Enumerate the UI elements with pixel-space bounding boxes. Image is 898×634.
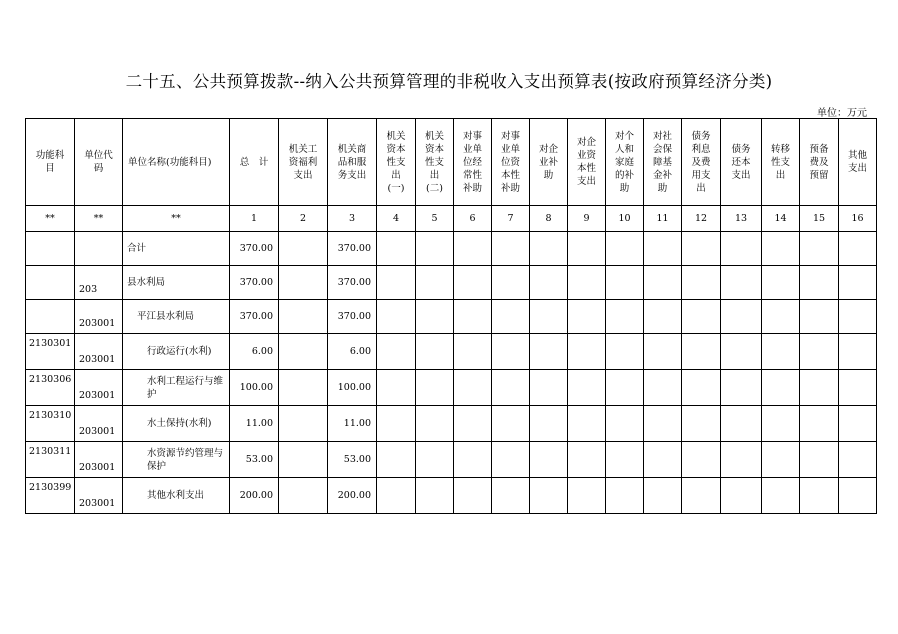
- header-text: 机关工: [288, 143, 318, 155]
- header-cell: [568, 119, 606, 206]
- empty-cell: [454, 406, 492, 442]
- empty-cell: [682, 442, 721, 478]
- index-cell: 10: [606, 206, 644, 232]
- index-cell: 7: [492, 206, 530, 232]
- header-text: 常性: [462, 169, 482, 181]
- header-cell: [454, 119, 492, 206]
- header-cell: [839, 119, 877, 206]
- empty-cell: [454, 442, 492, 478]
- total-cell: 200.00: [230, 478, 279, 514]
- header-text: 补助: [462, 182, 482, 194]
- header-text: 务支出: [337, 169, 367, 181]
- table-row: [26, 406, 877, 442]
- index-cell: 1: [230, 206, 279, 232]
- empty-cell: [839, 266, 877, 300]
- empty-cell: [800, 300, 839, 334]
- header-row: [26, 119, 877, 206]
- header-text: 机关商: [337, 143, 367, 155]
- empty-cell: [377, 442, 416, 478]
- header-text: 性支: [386, 156, 406, 168]
- unit-code-cell: 203001: [75, 370, 123, 406]
- empty-cell: [492, 232, 530, 266]
- header-text: 支出: [293, 169, 313, 181]
- unit-label: 单位：万元: [817, 108, 867, 119]
- unit-name-cell: 水土保持(水利): [123, 406, 230, 442]
- header-text: 支出: [847, 163, 867, 174]
- header-text: 债务: [691, 130, 711, 142]
- goods-services-cell: 11.00: [328, 406, 377, 442]
- header-text: 还本: [731, 156, 751, 168]
- header-text: 单位名称(功能科目): [128, 156, 212, 168]
- header-text: 支出: [731, 169, 751, 181]
- wages-cell: [279, 232, 328, 266]
- empty-cell: [492, 300, 530, 334]
- empty-cell: [530, 442, 568, 478]
- empty-cell: [530, 334, 568, 370]
- header-cell: [721, 119, 762, 206]
- header-text: 助: [657, 182, 668, 194]
- index-cell: **: [75, 206, 123, 232]
- empty-cell: [377, 406, 416, 442]
- empty-cell: [416, 478, 454, 514]
- index-cell: 16: [839, 206, 877, 232]
- header-text: 业资: [576, 150, 596, 161]
- header-text: 预留: [809, 169, 829, 181]
- wages-cell: [279, 478, 328, 514]
- index-cell: 3: [328, 206, 377, 232]
- empty-cell: [454, 300, 492, 334]
- goods-services-cell: 53.00: [328, 442, 377, 478]
- table-row: [26, 442, 877, 478]
- empty-cell: [644, 334, 682, 370]
- header-text: 对企: [538, 143, 558, 155]
- header-text: 其他: [847, 150, 867, 161]
- unit-code-cell: 203001: [75, 442, 123, 478]
- header-text: 位资: [500, 156, 520, 168]
- empty-cell: [416, 232, 454, 266]
- empty-cell: [721, 478, 762, 514]
- total-cell: 370.00: [230, 300, 279, 334]
- unit-code-cell: 203001: [75, 478, 123, 514]
- func-code-cell: 2130310: [26, 406, 75, 442]
- empty-cell: [377, 300, 416, 334]
- header-cell: [644, 119, 682, 206]
- page-title: 二十五、公共预算拨款--纳入公共预算管理的非税收入支出预算表(按政府预算经济分类): [125, 72, 773, 91]
- total-cell: 53.00: [230, 442, 279, 478]
- header-text: 债务: [731, 143, 751, 155]
- empty-cell: [416, 266, 454, 300]
- table-row: [26, 334, 877, 370]
- empty-cell: [682, 266, 721, 300]
- header-cell: [377, 119, 416, 206]
- empty-cell: [606, 442, 644, 478]
- empty-cell: [682, 406, 721, 442]
- header-text: 机关: [386, 130, 406, 142]
- goods-services-cell: 100.00: [328, 370, 377, 406]
- empty-cell: [762, 406, 800, 442]
- header-text: 业单: [462, 143, 482, 155]
- index-cell: 14: [762, 206, 800, 232]
- header-cell: [230, 119, 279, 206]
- empty-cell: [530, 266, 568, 300]
- header-cell: [682, 119, 721, 206]
- header-cell: [800, 119, 839, 206]
- header-text: 用支: [691, 169, 711, 181]
- header-cell: [279, 119, 328, 206]
- unit-code-cell: 203: [75, 266, 123, 300]
- empty-cell: [606, 266, 644, 300]
- func-code-cell: 2130301: [26, 334, 75, 370]
- index-cell: 15: [800, 206, 839, 232]
- empty-cell: [800, 406, 839, 442]
- empty-cell: [762, 334, 800, 370]
- goods-services-cell: 6.00: [328, 334, 377, 370]
- empty-cell: [682, 232, 721, 266]
- header-text: 对企: [576, 137, 596, 148]
- header-text: 费及: [809, 156, 829, 168]
- empty-cell: [568, 478, 606, 514]
- empty-cell: [839, 232, 877, 266]
- index-row: [26, 206, 877, 232]
- header-text: 对事: [500, 130, 520, 142]
- header-cell: [26, 119, 75, 206]
- empty-cell: [800, 370, 839, 406]
- goods-services-cell: 370.00: [328, 266, 377, 300]
- goods-services-cell: 200.00: [328, 478, 377, 514]
- empty-cell: [492, 266, 530, 300]
- header-text: 目: [45, 163, 55, 174]
- header-text: 性支: [424, 156, 444, 168]
- unit-name-cell: 其他水利支出: [123, 478, 230, 514]
- empty-cell: [839, 334, 877, 370]
- empty-cell: [492, 406, 530, 442]
- unit-name-cell: 合计: [123, 232, 230, 266]
- total-cell: 370.00: [230, 266, 279, 300]
- func-code-cell: 2130399: [26, 478, 75, 514]
- header-text: 出: [696, 182, 706, 194]
- header-text: (一): [387, 182, 405, 194]
- empty-cell: [721, 300, 762, 334]
- empty-cell: [762, 266, 800, 300]
- index-cell: 8: [530, 206, 568, 232]
- header-cell: [606, 119, 644, 206]
- wages-cell: [279, 442, 328, 478]
- header-text: 出: [391, 169, 401, 181]
- empty-cell: [377, 478, 416, 514]
- empty-cell: [568, 442, 606, 478]
- index-cell: 13: [721, 206, 762, 232]
- empty-cell: [606, 334, 644, 370]
- table-row: [26, 266, 877, 300]
- total-cell: 6.00: [230, 334, 279, 370]
- table-row: [26, 370, 877, 406]
- header-text: 助: [543, 169, 554, 181]
- empty-cell: [721, 442, 762, 478]
- wages-cell: [279, 334, 328, 370]
- wages-cell: [279, 370, 328, 406]
- header-text: 对社: [652, 130, 672, 142]
- wages-cell: [279, 266, 328, 300]
- header-cell: [123, 119, 230, 206]
- empty-cell: [721, 406, 762, 442]
- header-text: 总 计: [239, 156, 269, 168]
- header-text: 对事: [462, 130, 482, 142]
- header-text: 业单: [500, 143, 520, 155]
- table-row: [26, 232, 877, 266]
- header-text: 资本: [386, 143, 406, 155]
- empty-cell: [454, 334, 492, 370]
- empty-cell: [644, 370, 682, 406]
- total-cell: 370.00: [230, 232, 279, 266]
- empty-cell: [800, 442, 839, 478]
- header-cell: [762, 119, 800, 206]
- header-text: 支出: [576, 176, 596, 187]
- wages-cell: [279, 406, 328, 442]
- header-cell: [530, 119, 568, 206]
- empty-cell: [606, 478, 644, 514]
- header-text: 功能科: [35, 150, 65, 161]
- empty-cell: [606, 406, 644, 442]
- goods-services-cell: 370.00: [328, 300, 377, 334]
- empty-cell: [839, 300, 877, 334]
- empty-cell: [644, 232, 682, 266]
- header-text: 资福利: [288, 156, 318, 168]
- header-text: 性支: [770, 156, 790, 168]
- empty-cell: [454, 478, 492, 514]
- empty-cell: [644, 266, 682, 300]
- empty-cell: [721, 370, 762, 406]
- empty-cell: [568, 266, 606, 300]
- header-text: 位经: [462, 156, 482, 168]
- empty-cell: [606, 232, 644, 266]
- func-code-cell: [26, 232, 75, 266]
- wages-cell: [279, 300, 328, 334]
- index-cell: 12: [682, 206, 721, 232]
- empty-cell: [568, 334, 606, 370]
- header-text: 家庭: [614, 156, 634, 168]
- header-text: 预备: [809, 143, 829, 155]
- empty-cell: [530, 478, 568, 514]
- header-text: 人和: [614, 143, 634, 155]
- unit-name-cell: 县水利局: [123, 266, 230, 300]
- header-text: 会保: [652, 143, 672, 155]
- func-code-cell: [26, 266, 75, 300]
- empty-cell: [682, 370, 721, 406]
- budget-table: [25, 118, 877, 514]
- empty-cell: [839, 478, 877, 514]
- header-text: 对个: [614, 130, 634, 142]
- index-cell: 5: [416, 206, 454, 232]
- empty-cell: [492, 442, 530, 478]
- empty-cell: [762, 370, 800, 406]
- empty-cell: [606, 300, 644, 334]
- unit-code-cell: [75, 232, 123, 266]
- empty-cell: [377, 266, 416, 300]
- empty-cell: [721, 334, 762, 370]
- func-code-cell: 2130306: [26, 370, 75, 406]
- empty-cell: [762, 232, 800, 266]
- header-text: 品和服: [337, 156, 367, 168]
- header-text: 助: [619, 182, 630, 194]
- header-text: 障基: [652, 156, 672, 168]
- empty-cell: [454, 232, 492, 266]
- unit-name-cell: 平江县水利局: [123, 300, 230, 334]
- index-cell: 11: [644, 206, 682, 232]
- header-cell: [75, 119, 123, 206]
- empty-cell: [530, 300, 568, 334]
- unit-name-cell: 行政运行(水利): [123, 334, 230, 370]
- empty-cell: [568, 370, 606, 406]
- empty-cell: [568, 406, 606, 442]
- empty-cell: [644, 300, 682, 334]
- empty-cell: [762, 300, 800, 334]
- unit-name-cell: 水利工程运行与维护: [123, 370, 230, 406]
- empty-cell: [416, 406, 454, 442]
- header-text: (二): [426, 182, 443, 194]
- empty-cell: [416, 370, 454, 406]
- func-code-cell: 2130311: [26, 442, 75, 478]
- empty-cell: [800, 478, 839, 514]
- header-text: 金补: [652, 169, 672, 181]
- empty-cell: [644, 406, 682, 442]
- empty-cell: [839, 442, 877, 478]
- empty-cell: [530, 232, 568, 266]
- unit-code-cell: 203001: [75, 406, 123, 442]
- empty-cell: [454, 370, 492, 406]
- empty-cell: [839, 370, 877, 406]
- empty-cell: [377, 232, 416, 266]
- header-text: 转移: [770, 143, 790, 155]
- empty-cell: [492, 478, 530, 514]
- header-text: 的补: [614, 169, 634, 181]
- unit-code-cell: 203001: [75, 334, 123, 370]
- index-cell: 9: [568, 206, 606, 232]
- empty-cell: [721, 232, 762, 266]
- empty-cell: [568, 232, 606, 266]
- empty-cell: [454, 266, 492, 300]
- empty-cell: [377, 334, 416, 370]
- header-text: 机关: [424, 130, 444, 142]
- total-cell: 100.00: [230, 370, 279, 406]
- header-text: 单位代: [84, 150, 113, 161]
- header-text: 出: [775, 169, 786, 181]
- empty-cell: [492, 334, 530, 370]
- empty-cell: [606, 370, 644, 406]
- empty-cell: [644, 442, 682, 478]
- empty-cell: [800, 232, 839, 266]
- index-cell: 6: [454, 206, 492, 232]
- index-cell: 4: [377, 206, 416, 232]
- total-cell: 11.00: [230, 406, 279, 442]
- header-text: 本性: [500, 169, 520, 181]
- empty-cell: [377, 370, 416, 406]
- header-text: 业补: [538, 156, 558, 168]
- header-text: 利息: [691, 143, 711, 155]
- empty-cell: [800, 334, 839, 370]
- header-text: 及费: [691, 156, 711, 168]
- header-text: 本性: [576, 163, 596, 174]
- empty-cell: [416, 442, 454, 478]
- empty-cell: [682, 300, 721, 334]
- goods-services-cell: 370.00: [328, 232, 377, 266]
- header-text: 出: [429, 169, 440, 181]
- empty-cell: [800, 266, 839, 300]
- table-row: [26, 300, 877, 334]
- empty-cell: [416, 334, 454, 370]
- index-cell: **: [123, 206, 230, 232]
- func-code-cell: [26, 300, 75, 334]
- empty-cell: [762, 478, 800, 514]
- unit-name-cell: 水资源节约管理与保护: [123, 442, 230, 478]
- empty-cell: [839, 406, 877, 442]
- header-cell: [492, 119, 530, 206]
- empty-cell: [568, 300, 606, 334]
- empty-cell: [530, 370, 568, 406]
- empty-cell: [682, 334, 721, 370]
- index-cell: 2: [279, 206, 328, 232]
- empty-cell: [721, 266, 762, 300]
- header-cell: [416, 119, 454, 206]
- empty-cell: [762, 442, 800, 478]
- index-cell: **: [26, 206, 75, 232]
- table-row: [26, 478, 877, 514]
- unit-code-cell: 203001: [75, 300, 123, 334]
- empty-cell: [530, 406, 568, 442]
- header-text: 码: [93, 163, 104, 174]
- header-text: 补助: [500, 182, 520, 194]
- header-text: 资本: [424, 143, 444, 155]
- empty-cell: [416, 300, 454, 334]
- empty-cell: [492, 370, 530, 406]
- empty-cell: [682, 478, 721, 514]
- empty-cell: [644, 478, 682, 514]
- header-cell: [328, 119, 377, 206]
